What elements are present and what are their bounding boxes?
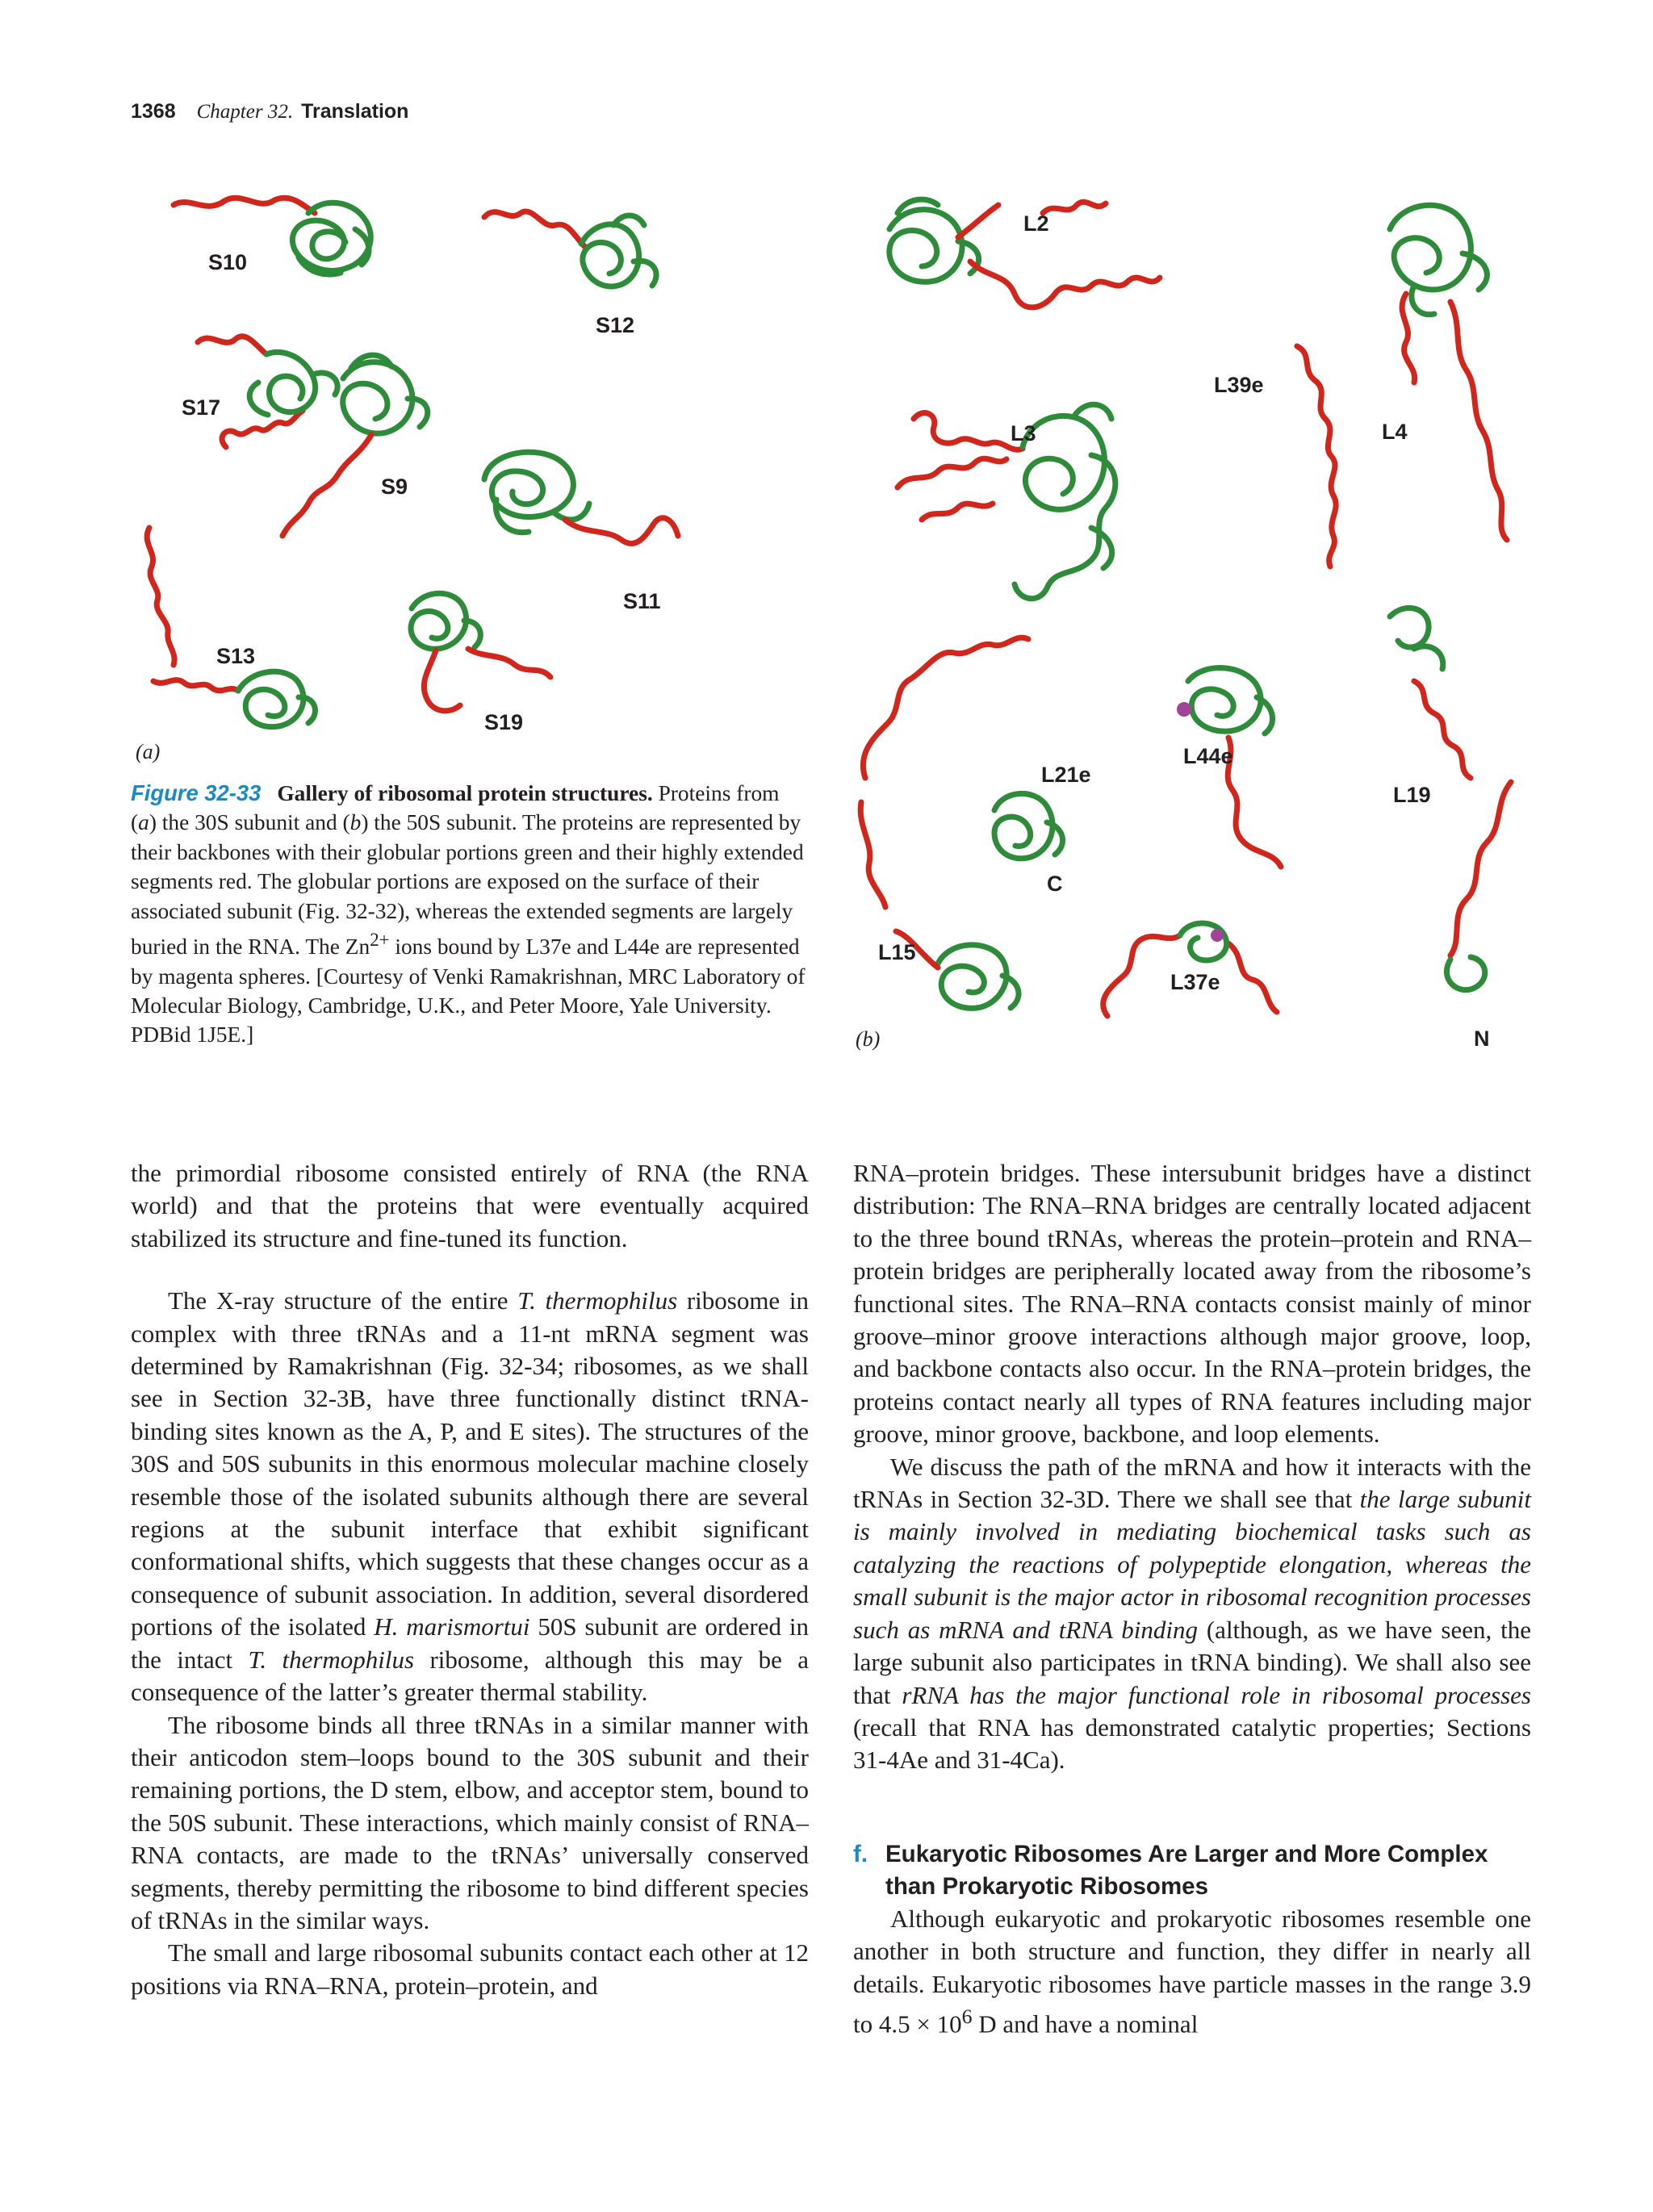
paragraph: [853, 1451, 1531, 1777]
caption-text: ) the 30S subunit and (: [149, 810, 350, 835]
paragraph-text: 50S subunit are ordered in the intact: [131, 1612, 809, 1674]
l19-extended-chain: [1414, 681, 1511, 955]
paragraph: [131, 1157, 809, 1255]
l2-globular-domain: [889, 199, 979, 282]
caption-text: Proteins from (: [131, 781, 780, 835]
paragraph-text: ribosome in complex with three tRNAs and a 11-nt mRNA segment was determined by Ramakrishnan (Fig. 32-34; ribosomes, as we shall see in Section 32-3B, have three functionally distinct tRNA-binding sites known as the A, P, and E sites). The structures of the 30S and 50S subunits in this enormous molecular machine closely resemble those of the isolated subunits although there are several regions at the subunit interface that exhibit significant conformational shifts, which suggests that these changes occur as a consequence of subunit association. In addition, several disordered portions of the isolated: [131, 1286, 809, 1641]
label-l44e: L44e: [1183, 744, 1233, 768]
paragraph-text: We discuss the path of the mRNA and how it interacts with the tRNAs in Section 32-3D. There we shall see that: [853, 1452, 1531, 1514]
body-column-left: [131, 1157, 809, 2002]
paragraph-gap: [131, 1255, 809, 1285]
s19-extended-chain: [424, 649, 550, 711]
species-name: T. thermophilus: [517, 1286, 678, 1315]
paragraph-text: The X-ray structure of the entire: [168, 1286, 518, 1315]
section-gap: [853, 1777, 1531, 1838]
label-l2: L2: [1023, 211, 1049, 236]
zinc-charge: 2+: [370, 930, 390, 951]
l21e-extended-chain: [860, 638, 1028, 907]
l2-extended-chain: [958, 202, 1160, 307]
s10-globular-domain: [292, 203, 370, 274]
l37e-zinc-ion: [1211, 929, 1224, 942]
s11-globular-domain: [484, 452, 589, 533]
label-l19: L19: [1393, 783, 1431, 807]
l4-extended-chain: [1402, 294, 1507, 540]
s11-extended-chain: [565, 518, 678, 544]
label-s13: S13: [216, 644, 256, 668]
section-heading: [853, 1838, 1531, 1903]
s9-globular-domain: [343, 355, 428, 433]
label-l37e: L37e: [1170, 970, 1220, 994]
caption-text: ) the 50S subunit. The proteins are represented by their backbones with their globular portions green and their highly extended segments red. The globular portions are exposed on the surface of their associated subunit (Fig. 32-32), whereas the extended segments are largely buried in the RNA. The Zn: [131, 810, 804, 960]
label-s9: S9: [381, 475, 408, 499]
paragraph: [131, 1937, 809, 2002]
paragraph-text: Although eukaryotic and prokaryotic ribosomes resemble one another in both structure and function, they differ in nearly all details. Eukaryotic ribosomes have particle masses in the range 3.9 to 4.5 × 10: [853, 1904, 1531, 2038]
caption-text: ions bound by L37e and L44e are represented by magenta spheres. [Courtesy of Venki Ramakrishnan, MRC Laboratory of Molecular Biology, Cambridge, U.K., and Peter Moore, Yale University. PDBid 1J5E.]: [131, 935, 806, 1047]
s10-extended-chain: [174, 198, 315, 213]
s13-globular-domain: [238, 671, 316, 726]
page-number: 1368: [131, 100, 176, 123]
l37e-globular-domain: [1180, 923, 1227, 960]
label-n-terminus: N: [1474, 1027, 1490, 1051]
emphasis-text: the large subunit is mainly involved in mediating biochemical tasks such as catalyzing the reactions of polypeptide elongation, whereas the small subunit is the major actor in ribosomal recognition processes such as mRNA and tRNA binding: [853, 1485, 1531, 1644]
paragraph-text: The small and large ribosomal subunits contact each other at 12 positions via RNA–RNA, protein–protein, and: [131, 1938, 809, 2000]
label-l21e: L21e: [1041, 763, 1091, 787]
paragraph: [131, 1285, 809, 1708]
label-s19: S19: [484, 710, 524, 734]
caption-ref-b: b: [349, 810, 362, 835]
caption-ref-a: a: [138, 810, 149, 835]
label-c-terminus: C: [1047, 872, 1063, 896]
panel-a-label: (a): [136, 740, 161, 763]
l39e-extended-chain: [1297, 346, 1336, 567]
label-s11: S11: [623, 589, 661, 613]
paragraph-text: RNA–protein bridges. These intersubunit bridges have a distinct distribution: The RNA–RNA bridges are centrally located adjacent to the three bound tRNAs, whereas the protein–protein and RNA–protein bridges are peripherally located away from the ribosome’s functional sites. The RNA–RNA contacts consist mainly of minor groove–minor groove interactions although major groove, loop, and backbone contacts also occur. In the RNA–protein bridges, the proteins contact nearly all types of RNA features including major groove, minor groove, backbone, and loop elements.: [853, 1159, 1531, 1449]
panel-b-label: (b): [856, 1027, 881, 1051]
figure-caption: [131, 779, 809, 1050]
chapter-label: Chapter 32.: [196, 101, 294, 123]
label-l39e: L39e: [1214, 373, 1264, 397]
paragraph-text: ribosome, although this may be a consequence of the latter’s greater thermal stability.: [131, 1645, 809, 1707]
l44e-globular-domain: [1188, 668, 1273, 734]
paragraph-text: the primordial ribosome consisted entirely of RNA (the RNA world) and that the proteins that were eventually acquired stabilized its structure and fine-tuned its function.: [131, 1159, 809, 1252]
paragraph-text: (although, as we have seen, the large subunit also participates in tRNA binding). We shall also see that: [853, 1615, 1531, 1709]
chapter-title: Translation: [301, 100, 409, 123]
paragraph-text: D and have a nominal: [972, 2009, 1199, 2038]
figure-title: Gallery of ribosomal protein structures.: [277, 781, 653, 805]
body-column-right: [853, 1157, 1531, 2041]
s17-globular-domain: [249, 352, 337, 415]
s12-globular-domain: [581, 215, 656, 286]
label-s17: S17: [182, 395, 221, 420]
running-header: [131, 100, 408, 123]
s9-extended-chain: [282, 435, 371, 536]
paragraph-text: (recall that RNA has demonstrated catalytic properties; Sections 31-4Ae and 31-4Ca).: [853, 1712, 1531, 1775]
exponent: 6: [961, 2004, 973, 2028]
l15-globular-domain: [938, 945, 1019, 1008]
emphasis-text: rRNA has the major functional role in ribosomal processes: [902, 1680, 1531, 1709]
label-l15: L15: [878, 940, 916, 964]
label-l4: L4: [1382, 420, 1408, 444]
species-name: H. marismortui: [374, 1612, 530, 1641]
figure-panel-b: [849, 181, 1535, 1060]
panel-b-illustration: [849, 181, 1535, 1060]
label-l3: L3: [1011, 421, 1036, 445]
label-s12: S12: [596, 313, 635, 337]
section-title: Eukaryotic Ribosomes Are Larger and More Complex than Prokaryotic Ribosomes: [885, 1840, 1488, 1900]
panel-a-illustration: [129, 181, 815, 776]
l21e-globular-domain: [994, 793, 1063, 858]
species-name: T. thermophilus: [248, 1645, 415, 1674]
figure-number: Figure 32-33: [131, 780, 262, 805]
s19-globular-domain: [411, 593, 480, 649]
paragraph: [131, 1709, 809, 1938]
l3-extended-chain: [898, 413, 1023, 520]
paragraph-text: The ribosome binds all three tRNAs in a similar manner with their anticodon stem–loops bound to the 30S subunit and their remaining portions, the D stem, elbow, and acceptor stem, bound to the 50S subunit. These interactions, which mainly consist of RNA–RNA contacts, are made to the tRNAs’ universally conserved segments, thereby permitting the ribosome to bind different species of tRNAs in the similar ways.: [131, 1710, 809, 1934]
l44e-extended-chain: [1228, 738, 1281, 867]
s12-extended-chain: [484, 211, 585, 247]
paragraph: [853, 1157, 1531, 1451]
paragraph: [853, 1903, 1531, 2041]
l44e-zinc-ion: [1177, 702, 1191, 717]
section-letter: f.: [853, 1840, 868, 1867]
figure-panel-a: [129, 181, 815, 776]
label-s10: S10: [208, 250, 248, 274]
